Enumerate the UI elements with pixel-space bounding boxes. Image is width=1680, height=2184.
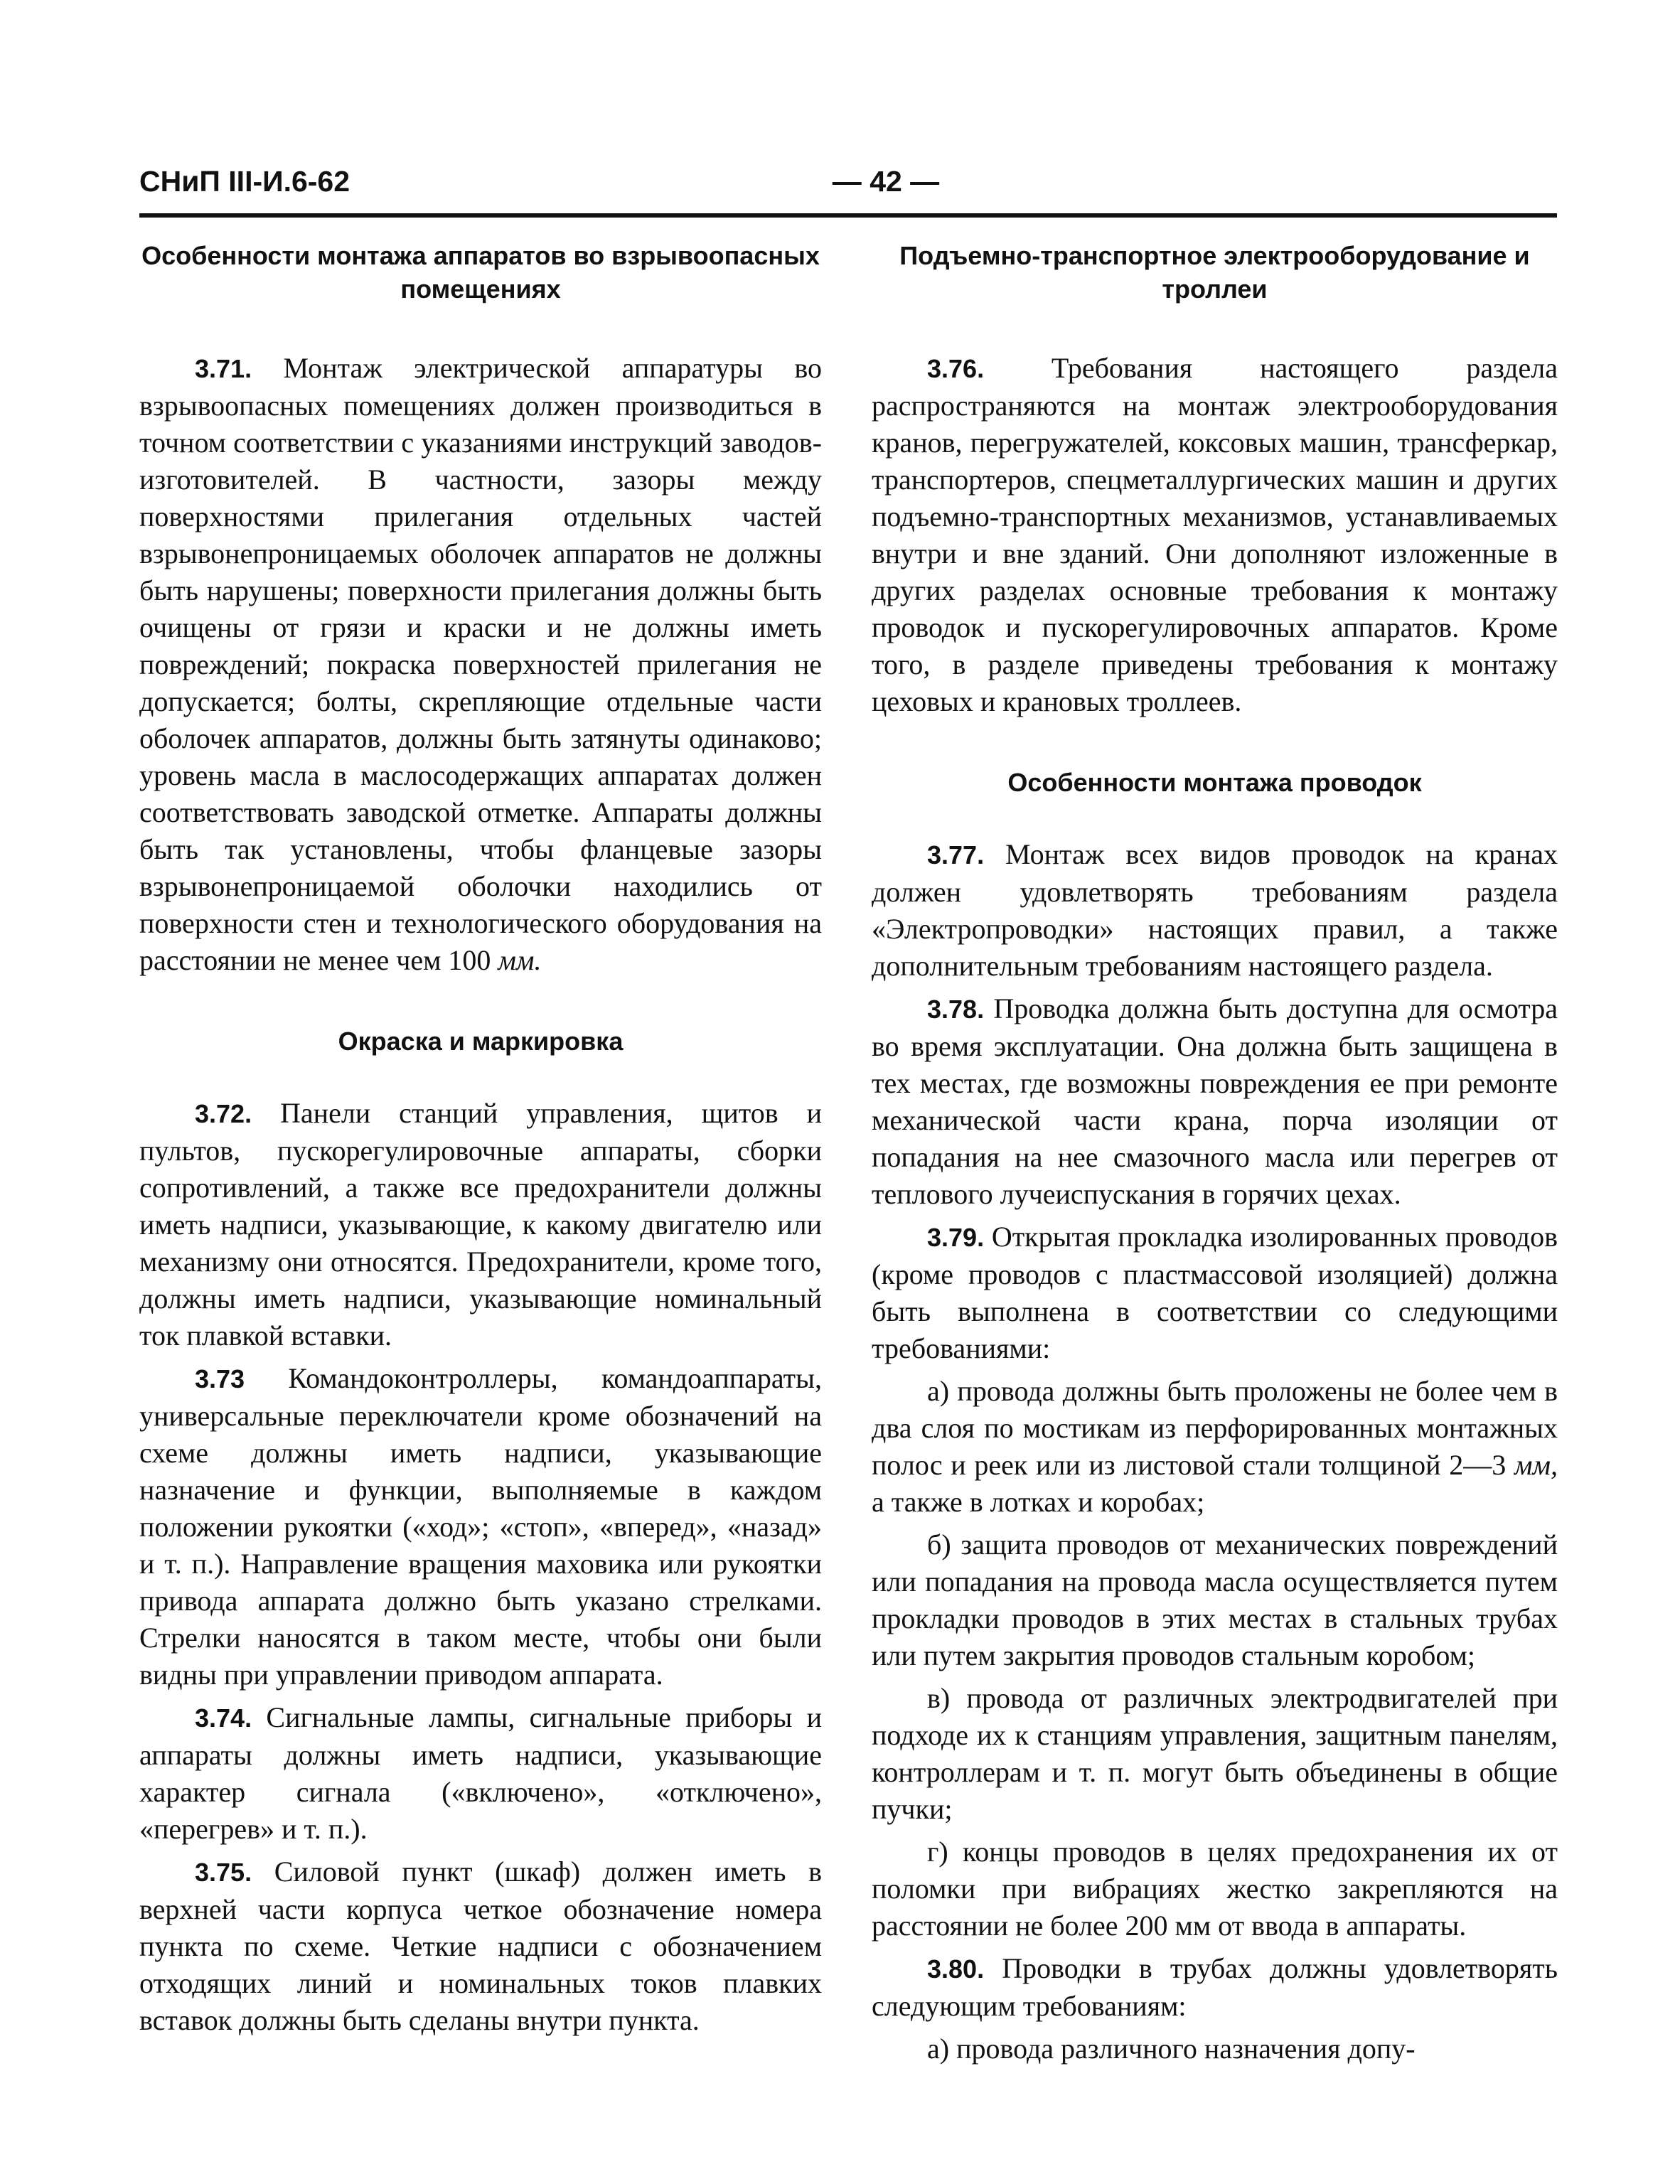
paragraph-3-77 [872, 836, 1558, 985]
paragraph-number: 3.80. [927, 1954, 985, 1984]
paragraph-text: Командоконтроллеры, командоаппараты, универсальные переключатели кроме обозначений на схеме должны иметь надписи, указывающие назначение и функции, выполняемые в каждом положении рукоятки («ход»; «стоп», «вперед», «назад» и т. п.). Направление вращения маховика или рукоятки привода аппарата должно быть указано стрелками. Стрелки наносятся в таком месте, чтобы они были видны при управлении приводом аппарата. [139, 1362, 822, 1691]
paragraph-3-74 [139, 1699, 822, 1848]
paragraph-3-76 [872, 350, 1558, 720]
document-code: СНиП III-И.6-62 [139, 165, 351, 198]
paragraph-text: Требования настоящего раздела распространяются на монтаж электрооборудования кранов, перегружателей, коксовых машин, трансферкар, транспортеров, спецметаллургических машин и других подъемно-транспортных механизмов, устанавливаемых внутри и вне зданий. Они дополняют изложенные в других разделах основные требования к монтажу проводок и пускорегулировочных аппаратов. Кроме того, в разделе приведены требования к монтажу цеховых и крановых троллеев. [872, 352, 1558, 717]
paragraph-3-75 [139, 1853, 822, 2039]
paragraph-number: 3.74. [195, 1703, 252, 1733]
paragraph-text: Монтаж всех видов проводок на кранах должен удовлетворять требованиям раздела «Электропроводки» настоящих правил, а также дополнительным требованиям настоящего раздела. [872, 838, 1558, 982]
paragraph-number: 3.78. [927, 995, 985, 1024]
paragraph-3-78 [872, 990, 1558, 1213]
paragraph-number: 3.72. [195, 1099, 252, 1128]
header-rule [139, 213, 1557, 218]
paragraph-number: 3.75. [195, 1858, 252, 1887]
section-heading-marking: Окраска и маркировка [338, 1027, 624, 1056]
paragraph-3-72 [139, 1095, 822, 1354]
right-column [872, 239, 1558, 2073]
list-item-d: г) концы проводов в целях предохранения их от поломки при вибрациях жестко закрепляются на расстоянии не более 200 мм от ввода в аппараты. [872, 1836, 1558, 1942]
unit-text: мм. [498, 944, 542, 976]
paragraph-3-80 [872, 1950, 1558, 2025]
left-column [139, 239, 822, 2045]
paragraph-number: 3.71. [195, 354, 252, 383]
paragraph-text: Сигнальные лампы, сигнальные приборы и аппараты должны иметь надписи, указывающие характер сигнала («включено», «отключено», «перегрев» и т. п.). [139, 1701, 823, 1845]
list-item-a: а) провода должны быть проложены не более чем в два слоя по мостикам из перфорированных монтажных полос и реек или из листовой стали толщиной 2—3 мм, а также в лотках и коробах; [872, 1375, 1558, 1518]
list-item-b: б) защита проводов от механических повреждений или попадания на провода масла осуществляется путем прокладки проводов в этих местах в стальных трубах или путем закрытия проводов стальным коробом; [872, 1529, 1558, 1671]
paragraph-text: Открытая прокладка изолированных проводов (кроме проводов с пластмассовой изоляцией) должна быть выполнена в соответствии со следующими требованиями: [872, 1221, 1558, 1364]
paragraph-3-71 [139, 350, 822, 979]
list-item-c: в) провода от различных электродвигателей при подходе их к станциям управления, защитным панелям, контроллерам и т. п. могут быть объединены в общие пучки; [872, 1682, 1558, 1825]
paragraph-3-79 [872, 1219, 1558, 1367]
section-heading-lifting: Подъемно-транспортное электрооборудование и троллеи [899, 241, 1530, 304]
page-number: — 42 — [832, 165, 940, 198]
unit-text: мм, [1514, 1449, 1558, 1481]
paragraph-3-73 [139, 1360, 822, 1693]
paragraph-number: 3.79. [927, 1223, 985, 1252]
section-heading-wiring: Особенности монтажа проводок [1007, 768, 1422, 797]
paragraph-text: Проводки в трубах должны удовлетворять следующим требованиям: [872, 1952, 1558, 2022]
section-heading-explosive: Особенности монтажа аппаратов во взрывоопасных помещениях [141, 241, 820, 304]
list-item-a-continued: а) провода различного назначения допу- [927, 2033, 1416, 2065]
paragraph-text: Силовой пункт (шкаф) должен иметь в верхней части корпуса четкое обозначение номера пункта по схеме. Четкие надписи с обозначением отходящих линий и номинальных токов плавких вставок должны быть сделаны внутри пункта. [139, 1856, 823, 2036]
paragraph-text: Проводка должна быть доступна для осмотра во время эксплуатации. Она должна быть защищена в тех местах, где возможны повреждения ее при ремонте механической части крана, порча изоляции от попадания на нее смазочного масла или перегрев от теплового лучеиспускания в горячих цехах. [872, 992, 1558, 1210]
running-header [139, 165, 1557, 208]
paragraph-number: 3.77. [927, 840, 985, 869]
paragraph-text: Панели станций управления, щитов и пультов, пускорегулировочные аппараты, сборки сопротивлений, а также все предохранители должны иметь надписи, указывающие, к какому двигателю или механизму они относятся. Предохранители, кроме того, должны иметь надписи, указывающие номинальный ток плавкой вставки. [139, 1097, 822, 1351]
paragraph-number: 3.73 [195, 1364, 245, 1393]
paragraph-number: 3.76. [927, 354, 985, 383]
paragraph-text: Монтаж электрической аппаратуры во взрывоопасных помещениях должен производиться в точном соответствии с указаниями инструкций заводов-изготовителей. В частности, зазоры между поверхностями прилегания отдельных частей взрывонепроницаемых оболочек аппаратов не должны быть нарушены; поверхности прилегания должны быть очищены от грязи и краски и не должны иметь повреждений; покраска поверхностей прилегания не допускается; болты, скрепляющие отдельные части оболочек аппаратов, должны быть затянуты одинаково; уровень масла в маслосодержащих аппаратах должен соответствовать заводской отметке. Аппараты должны быть так установлены, чтобы фланцевые зазоры взрывонепроницаемой оболочки находились от поверхности стен и технологического оборудования на расстоянии не менее чем 100 [139, 352, 822, 976]
